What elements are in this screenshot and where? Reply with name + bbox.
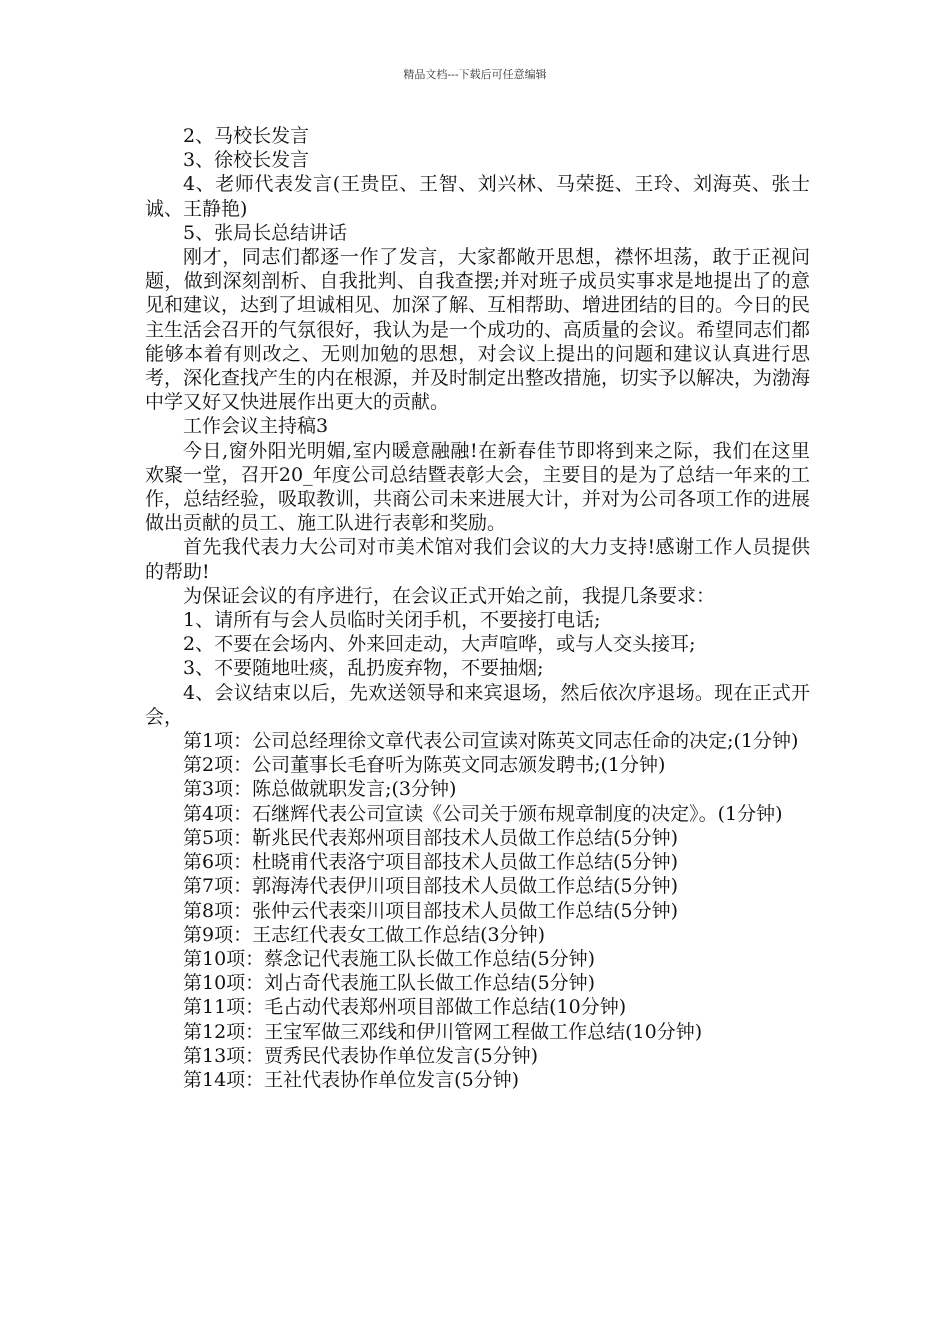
paragraph: 2、马校长发言 bbox=[183, 125, 310, 147]
paragraph: 今日,窗外阳光明媚,室内暖意融融!在新春佳节即将到来之际，我们在这里欢聚一堂，召开20_年度公司总结暨表彰大会，主要目的是为了总结一年来的工作，总结经验，吸取教训，共商公司未来进展大计，并对为公司各项工作的进展做出贡献的员工、施工队进行表彰和奖励。 bbox=[145, 439, 811, 535]
paragraph: 4、老师代表发言(王贵臣、王智、刘兴林、马荣挺、王玲、刘海英、张士诚、王静艳) bbox=[145, 173, 810, 220]
agenda-item: 第10项：蔡念记代表施工队长做工作总结(5分钟) bbox=[183, 947, 596, 970]
agenda-item: 第13项：贾秀民代表协作单位发言(5分钟) bbox=[183, 1044, 539, 1067]
list-item: 4、会议结束以后，先欢送领导和来宾退场，然后依次序退场。现在正式开会， bbox=[145, 681, 810, 728]
agenda-item: 第5项：靳兆民代表郑州项目部技术人员做工作总结(5分钟) bbox=[183, 826, 679, 849]
agenda-item: 第14项：王社代表协作单位发言(5分钟) bbox=[183, 1068, 520, 1091]
paragraph: 5、张局长总结讲话 bbox=[183, 221, 348, 244]
paragraph: 为保证会议的有序进行，在会议正式开始之前，我提几条要求： bbox=[183, 584, 716, 607]
document-body bbox=[145, 124, 810, 1092]
page-header: 精品文档---下载后可任意编辑 bbox=[403, 68, 547, 81]
agenda-item: 第7项：郭海涛代表伊川项目部技术人员做工作总结(5分钟) bbox=[183, 875, 679, 898]
agenda-item: 第9项：王志红代表女工做工作总结(3分钟) bbox=[183, 923, 546, 946]
agenda-item: 第1项：公司总经理徐文章代表公司宣读对陈英文同志任命的决定;(1分钟) bbox=[183, 730, 799, 753]
agenda-item: 第11项：毛占动代表郑州项目部做工作总结(10分钟) bbox=[183, 996, 627, 1019]
agenda-item: 第12项：王宝军做三邓线和伊川管网工程做工作总结(10分钟) bbox=[183, 1020, 703, 1043]
agenda-item: 第10项：刘占奇代表施工队长做工作总结(5分钟) bbox=[183, 972, 596, 995]
paragraph: 刚才，同志们都逐一作了发言，大家都敞开思想，襟怀坦荡，敢于正视问题，做到深刻剖析、自我批判、自我查摆;并对班子成员实事求是地提出了的意见和建议，达到了坦诚相见、加深了解、互相帮助、增进团结的目的。今日的民主生活会召开的气氛很好，我认为是一个成功的、高质量的会议。希望同志们都能够本着有则改之、无则加勉的思想，对会议上提出的问题和建议认真进行思考，深化查找产生的内在根源，并及时制定出整改措施，切实予以解决，为渤海中学又好又快进展作出更大的贡献。 bbox=[145, 246, 811, 414]
list-item: 1、请所有与会人员临时关闭手机，不要接打电话; bbox=[183, 609, 601, 632]
agenda-item: 第2项：公司董事长毛眘听为陈英文同志颁发聘书;(1分钟) bbox=[183, 754, 666, 777]
list-item: 2、不要在会场内、外来回走动，大声喧哗，或与人交头接耳; bbox=[183, 633, 696, 656]
section-title: 工作会议主持稿3 bbox=[183, 415, 329, 438]
list-item: 3、不要随地吐痰，乱扔废弃物，不要抽烟; bbox=[183, 657, 544, 680]
paragraph: 3、徐校长发言 bbox=[183, 149, 310, 172]
agenda-item: 第8项：张仲云代表栾川项目部技术人员做工作总结(5分钟) bbox=[183, 899, 679, 922]
agenda-item: 第4项：石继辉代表公司宣读《公司关于颁布规章制度的决定》。(1分钟) bbox=[183, 802, 783, 825]
agenda-item: 第3项：陈总做就职发言;(3分钟) bbox=[183, 778, 457, 801]
paragraph: 首先我代表力大公司对市美术馆对我们会议的大力支持!感谢工作人员提供的帮助! bbox=[145, 536, 810, 583]
agenda-item: 第6项：杜晓甫代表洛宁项目部技术人员做工作总结(5分钟) bbox=[183, 851, 679, 874]
